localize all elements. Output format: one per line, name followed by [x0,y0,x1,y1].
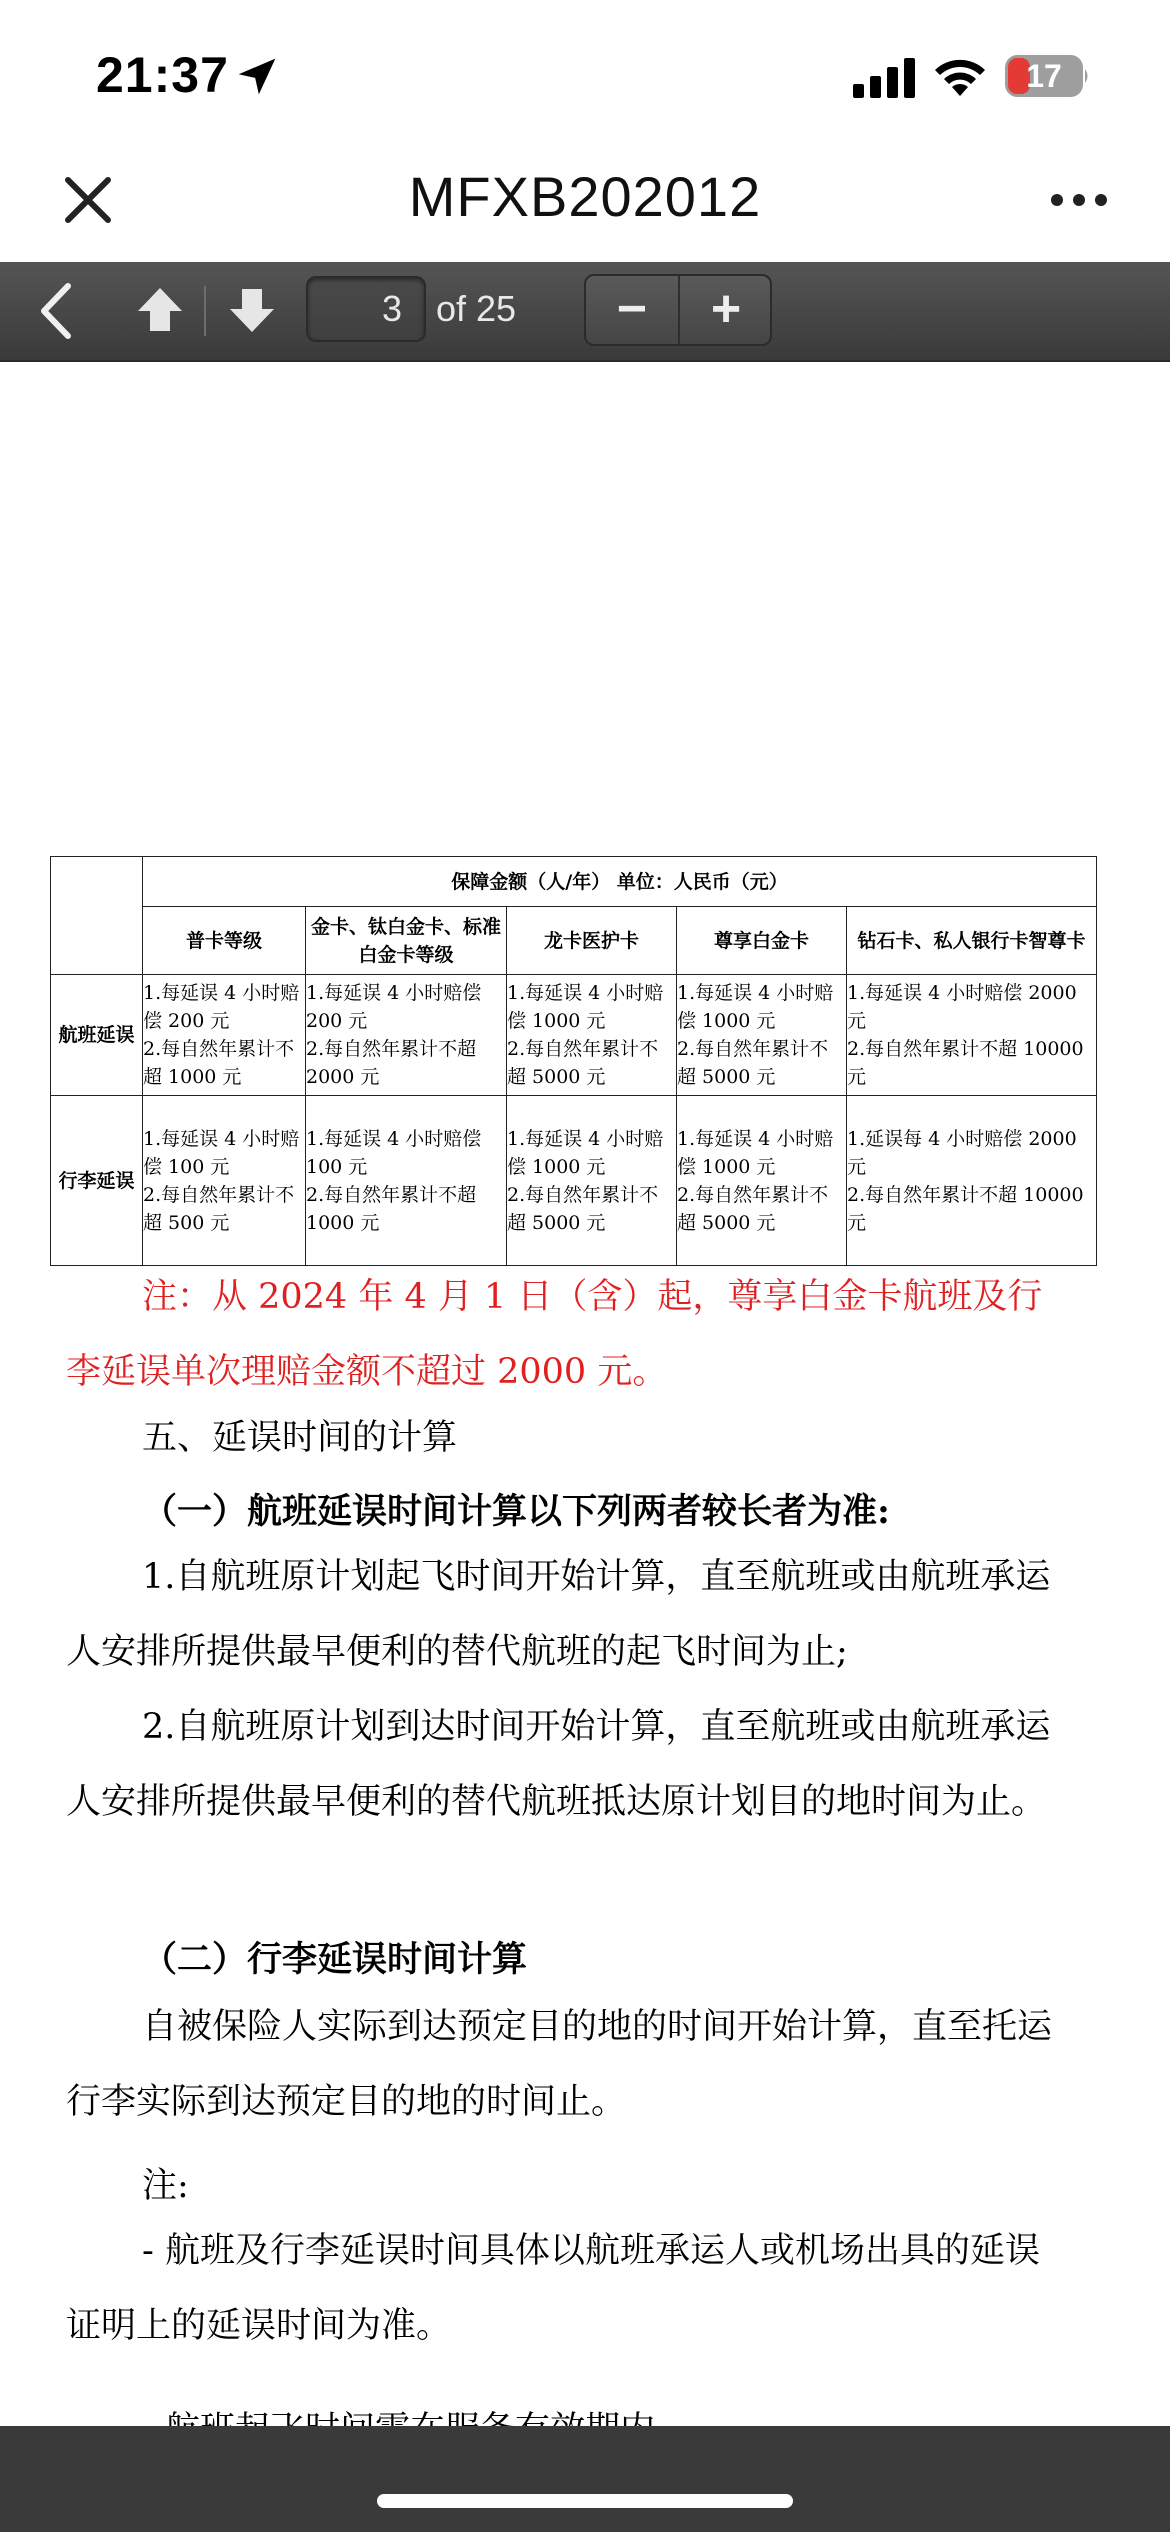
table-cell: 1.每延误 4 小时赔偿 2000 元 2.每自然年累计不超 10000 元 [847,975,1097,1096]
table-cell: 1.每延误 4 小时赔偿 1000 元 2.每自然年累计不超 5000 元 [677,975,847,1096]
page-total-label: of 25 [436,288,517,329]
more-options-icon[interactable] [1048,180,1110,220]
subsection-heading: （二）行李延误时间计算 [142,1939,528,1980]
row-label: 行李延误 [51,1096,143,1266]
table-cell: 1.每延误 4 小时赔偿 1000 元 2.每自然年累计不超 5000 元 [507,975,677,1096]
nav-bar [0,150,1170,262]
table-row [51,1096,1097,1266]
zoom-out-button[interactable]: − [616,280,648,338]
battery-level: 17 [1026,58,1062,94]
document-title: MFXB202012 [408,165,762,228]
table-row [51,975,1097,1096]
home-bar-area [0,2426,1170,2532]
red-note: 注：从 2024 年 4 月 1 日（含）起，尊享白金卡航班及行李延误单次理赔金额不超过 2000 元。 [66,1277,1043,1392]
status-bar [0,0,1170,150]
pdf-toolbar [0,262,1170,362]
column-header: 尊享白金卡 [677,907,847,975]
table-top-header: 保障金额（人/年） 单位：人民币（元） [143,857,1097,907]
column-header: 龙卡医护卡 [507,907,677,975]
table-cell: 1.每延误 4 小时赔偿 1000 元 2.每自然年累计不超 5000 元 [507,1096,677,1266]
section-heading: 五、延误时间的计算 [142,1418,458,1458]
back-chevron-icon[interactable] [36,282,76,340]
toolbar-separator [204,286,206,336]
page-number-input[interactable]: 3 [306,276,426,342]
pdf-page-view[interactable] [0,362,1170,2426]
table-cell: 1.每延误 4 小时赔偿 200 元 2.每自然年累计不超 2000 元 [306,975,507,1096]
paragraph-item-2: 2.自航班原计划到达时间开始计算，直至航班或由航班承运人安排所提供最早便利的替代航班抵达原计划目的地时间为止。 [66,1707,1051,1822]
previous-page-arrow-icon[interactable] [134,284,186,336]
subsection-heading: （一）航班延误时间计算以下列两者较长者为准: [142,1491,890,1532]
zoom-in-button[interactable]: + [710,280,742,338]
location-arrow-icon [235,55,279,99]
wifi-icon [932,54,988,98]
table-cell: 1.每延误 4 小时赔偿 200 元 2.每自然年累计不超 1000 元 [143,975,306,1096]
next-page-arrow-icon[interactable] [226,284,278,336]
column-header: 金卡、钛白金卡、标准白金卡等级 [306,907,507,975]
column-header: 普卡等级 [143,907,306,975]
benefit-table [50,856,1097,1266]
table-cell: 1.每延误 4 小时赔偿 1000 元 2.每自然年累计不超 5000 元 [677,1096,847,1266]
paragraph-item-1: 1.自航班原计划起飞时间开始计算，直至航班或由航班承运人安排所提供最早便利的替代航班的起飞时间为止; [66,1557,1051,1672]
paragraph-luggage: 自被保险人实际到达预定目的地的时间开始计算，直至托运行李实际到达预定目的地的时间止。 [66,2007,1053,2122]
table-cell: 1.延误每 4 小时赔偿 2000 元 2.每自然年累计不超 10000 元 [847,1096,1097,1266]
row-label: 航班延误 [51,975,143,1096]
status-time: 21:37 [96,47,229,103]
table-cell: 1.每延误 4 小时赔偿 100 元 2.每自然年累计不超 500 元 [143,1096,306,1266]
note-item-1: - 航班及行李延误时间具体以航班承运人或机场出具的延误证明上的延误时间为准。 [66,2231,1040,2346]
table-cell: 1.每延误 4 小时赔偿 100 元 2.每自然年累计不超 1000 元 [306,1096,507,1266]
zoom-controls [584,274,772,346]
cellular-signal-icon [853,58,915,98]
note-label: 注: [142,2166,189,2206]
home-indicator[interactable] [377,2494,793,2508]
table-corner-cell [51,857,143,975]
column-header: 钻石卡、私人银行卡智尊卡 [847,907,1097,975]
